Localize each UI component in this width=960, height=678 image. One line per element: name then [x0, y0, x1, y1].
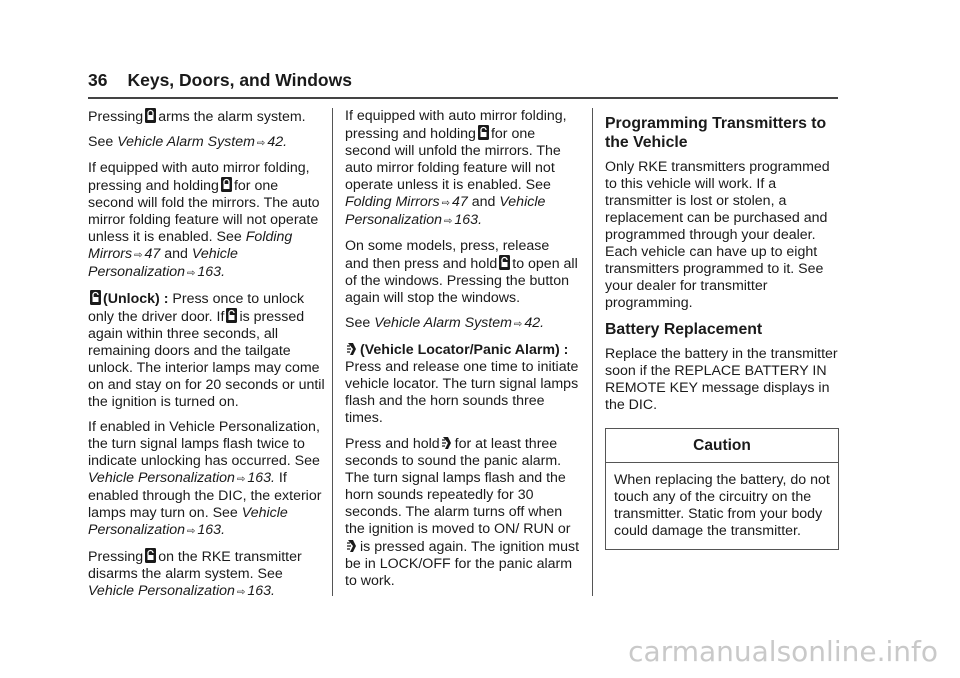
arrow-icon: ⇨ — [513, 319, 523, 330]
arrow-icon: ⇨ — [134, 250, 143, 261]
cross-reference: Vehicle Alarm System — [117, 134, 255, 150]
unlock-icon — [499, 255, 510, 270]
arrow-icon: ⇨ — [236, 474, 246, 485]
unlock-icon — [478, 125, 489, 140]
term-label: (Unlock) : — [103, 291, 169, 307]
column-divider — [592, 108, 593, 596]
page-number: 36 — [88, 70, 108, 90]
arrow-icon: ⇨ — [444, 216, 453, 227]
paragraph: Press and hold for at least three seconds to sound the panic alarm. The turn signal lamps flash and the horn sounds repeatedly for 30 seconds. The alarm turns off when the ignition is moved to ON/ RUN oris pressed again. The ignition must be in LOCK/OFF for the panic alarm to work. — [345, 436, 580, 589]
header-rule — [88, 97, 838, 99]
unlock-icon — [145, 548, 156, 563]
term-label: (Vehicle Locator/Panic Alarm) : — [360, 342, 569, 358]
lock-icon — [221, 177, 232, 192]
paragraph: Pressing arms the alarm system. — [88, 109, 306, 125]
paragraph: Only RKE transmitters programmed to this vehicle will work. If a transmitter is lost or stolen, a replacement can be purchased and programmed through your dealer. Each vehicle can have up to eight transmitters programmed to it. See your dealer for transmitter programming. — [605, 159, 830, 311]
cross-reference: Vehicle Personalization — [88, 470, 235, 486]
arrow-icon: ⇨ — [256, 138, 266, 149]
caution-box — [605, 428, 839, 550]
arrow-icon: ⇨ — [441, 198, 450, 209]
cross-reference: Vehicle Personalization — [88, 583, 235, 599]
paragraph: On some models, press, release and then press and hold to open all of the windows. Pressing the button again will stop the windows. — [345, 238, 578, 306]
arrow-icon: ⇨ — [236, 587, 246, 598]
column-1 — [88, 108, 326, 609]
caution-text: When replacing the battery, do not touch any of the circuitry on the transmitter. Static from your body could damage the transmitter. — [614, 472, 830, 539]
paragraph: If equipped with auto mirror folding, pressing and holding for one second will unfold the mirrors. The auto mirror folding feature will not operate unless it is enabled. See Folding Mirrors ⇨ 47 and Vehicle Personalization ⇨ 163. — [345, 108, 567, 228]
paragraph: Pressing on the RKE transmitter disarms the alarm system. See Vehicle Personalization ⇨ 163. — [88, 549, 302, 599]
unlock-icon — [226, 308, 237, 323]
section-heading: Battery Replacement — [605, 321, 763, 338]
cross-reference: Vehicle Personalization — [88, 246, 238, 280]
unlock-icon — [90, 290, 101, 305]
paragraph: If enabled in Vehicle Personalization, the turn signal lamps flash twice to indicate unlocking has occurred. See Vehicle Personalization ⇨ 163. If enabled through the DIC, the exterior lamps may turn on. See Vehicle Personalization ⇨ 163. — [88, 419, 322, 538]
paragraph: See Vehicle Alarm System ⇨ 42. — [345, 315, 545, 331]
column-divider — [332, 108, 333, 596]
column-3 — [605, 108, 839, 550]
paragraph: If equipped with auto mirror folding, pressing and holding for one second will fold the mirrors. The auto mirror folding feature will not operate unless it is enabled. See Folding Mirrors ⇨ 47 and Vehicle Personalization ⇨ 163. — [88, 160, 320, 280]
watermark: carmanualsonline.info — [628, 635, 938, 668]
cross-reference: Folding Mirrors — [88, 229, 293, 262]
cross-reference: Folding Mirrors — [345, 194, 440, 210]
vehicle-locator-icon — [347, 341, 358, 356]
caution-title: Caution — [606, 429, 838, 463]
paragraph: See Vehicle Alarm System ⇨ 42. — [88, 134, 288, 150]
cross-reference: Vehicle Alarm System — [374, 315, 512, 331]
cross-reference: Vehicle Personalization — [345, 194, 546, 228]
vehicle-locator-icon — [347, 538, 358, 553]
vehicle-locator-icon — [442, 435, 453, 450]
page-header — [88, 70, 838, 91]
column-2 — [345, 108, 583, 598]
section-heading: Programming Transmitters to the Vehicle — [605, 115, 827, 151]
arrow-icon: ⇨ — [187, 526, 196, 537]
paragraph: Replace the battery in the transmitter soon if the REPLACE BATTERY IN REMOTE KEY message displays in the DIC. — [605, 346, 838, 413]
paragraph: (Vehicle Locator/Panic Alarm) : Press and release one time to initiate vehicle locator. The turn signal lamps flash and the horn sounds three times. — [345, 342, 579, 426]
paragraph: (Unlock) : Press once to unlock only the driver door. If is pressed again within three seconds, all remaining doors and the tailgate unlock. The interior lamps may come on and stay on for 20 seconds or until the ignition is turned on. — [88, 291, 325, 410]
arrow-icon: ⇨ — [187, 268, 196, 279]
cross-reference: Vehicle Personalization — [88, 505, 288, 538]
lock-icon — [145, 108, 156, 123]
section-title: Keys, Doors, and Windows — [127, 70, 352, 90]
